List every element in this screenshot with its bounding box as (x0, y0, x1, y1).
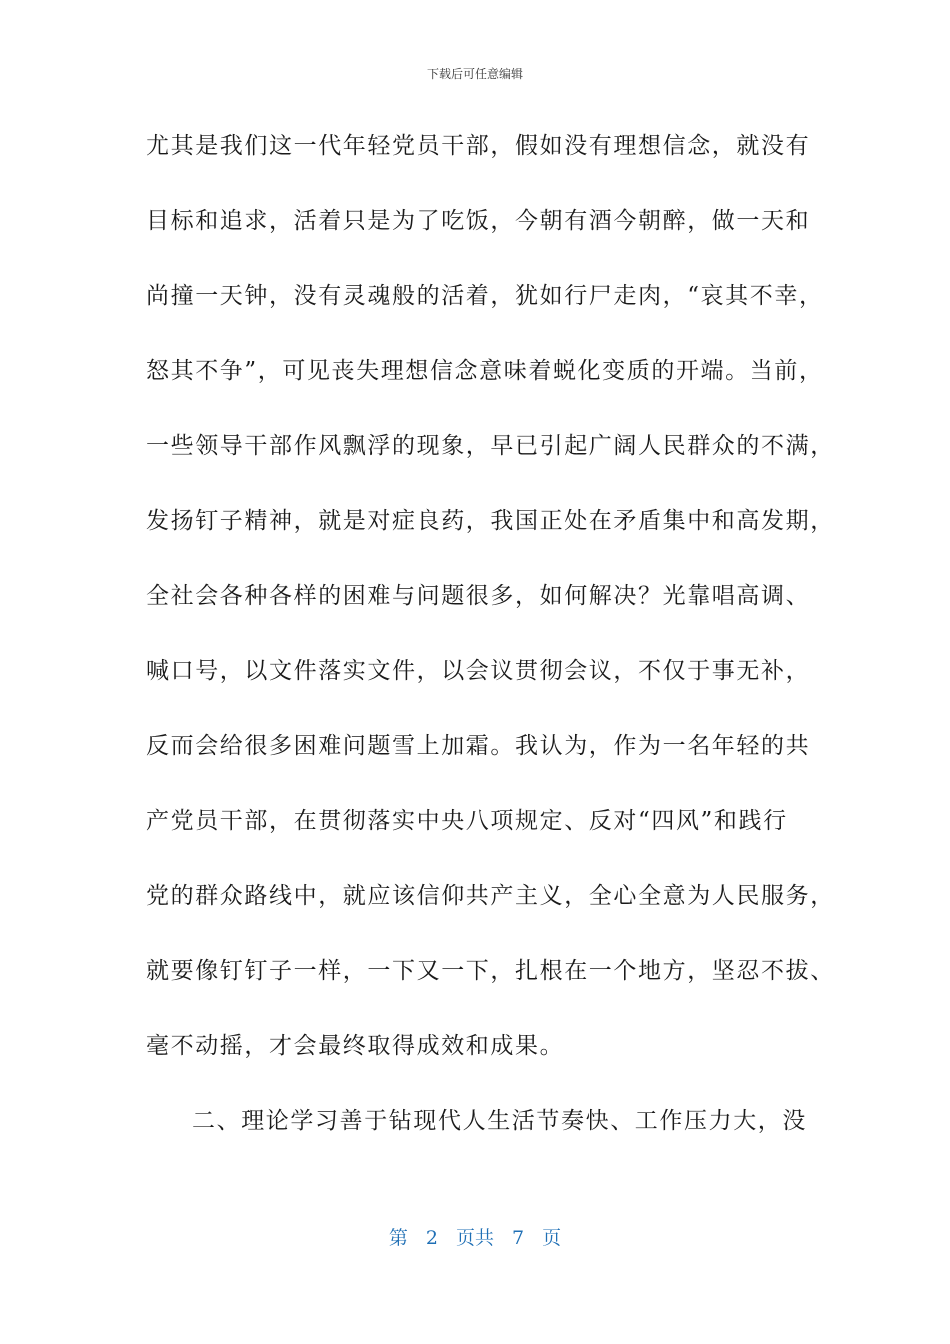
page-number-footer (0, 1224, 950, 1252)
document-body (146, 124, 835, 1174)
section-heading-line: 二、理论学习善于钻现代人生活节奏快、工作压力大，没 (192, 1108, 807, 1134)
body-line: 反而会给很多困难问题雪上加霜。我认为，作为一名年轻的共 (146, 733, 811, 759)
footer-suffix: 页 (542, 1227, 562, 1249)
body-line: 毫不动摇，才会最终取得成效和成果。 (146, 1033, 565, 1059)
body-line: 尤其是我们这一代年轻党员干部，假如没有理想信念，就没有 (146, 133, 811, 159)
footer-current-page: 2 (425, 1227, 438, 1249)
footer-prefix: 第 (388, 1227, 408, 1249)
footer-total-pages: 7 (512, 1227, 525, 1249)
footer-middle: 页共 (455, 1227, 494, 1249)
body-line: 一些领导干部作风飘浮的现象，早已引起广阔人民群众的不满， (146, 433, 835, 459)
body-line: 就要像钉钉子一样，一下又一下，扎根在一个地方，坚忍不拔、 (146, 958, 835, 984)
body-line: 产党员干部，在贯彻落实中央八项规定、反对“四风”和践行 (146, 808, 788, 834)
body-line: 目标和追求，活着只是为了吃饭，今朝有酒今朝醉，做一天和 (146, 208, 811, 234)
page-header-note: 下载后可任意编辑 (426, 67, 523, 81)
body-line: 党的群众路线中，就应该信仰共产主义，全心全意为人民服务， (146, 883, 835, 909)
body-line: 发扬钉子精神，就是对症良药，我国正处在矛盾集中和高发期， (146, 508, 835, 534)
body-line: 全社会各种各样的困难与问题很多，如何解决？光靠唱高调、 (146, 583, 811, 609)
body-line: 怒其不争”，可见丧失理想信念意味着蜕化变质的开端。当前， (146, 358, 824, 384)
body-line: 喊口号，以文件落实文件，以会议贯彻会议，不仅于事无补， (146, 658, 811, 684)
body-line: 尚撞一天钟，没有灵魂般的活着，犹如行尸走肉，“哀其不幸， (146, 283, 824, 309)
